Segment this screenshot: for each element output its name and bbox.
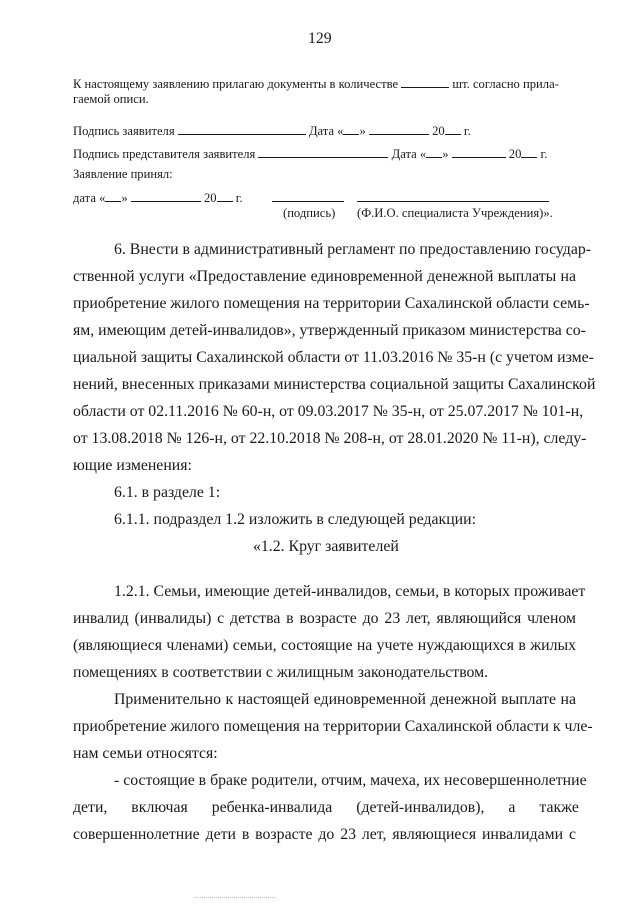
paragraph-line: - состоящие в браке родители, отчим, мачеха, их несовершеннолетние <box>114 772 587 789</box>
paragraph-line: области от 02.11.2016 № 60-н, от 09.03.2017 № 35-н, от 25.07.2017 № 101-н, <box>73 403 584 420</box>
footer-dotted-mark <box>195 897 275 898</box>
date-mid: » <box>121 191 128 205</box>
paragraph-line: инвалид (инвалиды) с детства в возрасте до 23 лет, являющийся членом <box>73 610 576 627</box>
year-field[interactable] <box>521 145 537 158</box>
year-prefix: 20 <box>203 191 217 205</box>
received-label: Заявление принял: <box>73 167 173 181</box>
paragraph-line: помещениях в соответствии с жилищным законодательством. <box>73 664 489 681</box>
attachment-line <box>73 75 559 92</box>
paragraph-line: 1.2.1. Семьи, имеющие детей-инвалидов, семьи, в которых проживает <box>114 583 586 600</box>
fio-caption: (Ф.И.О. специалиста Учреждения)». <box>357 206 553 220</box>
representative-signature-label: Подпись представителя заявителя <box>73 147 256 161</box>
representative-signature-field[interactable] <box>258 145 388 158</box>
received-date-row <box>73 189 243 206</box>
applicant-signature-label: Подпись заявителя <box>73 124 175 138</box>
specialist-signature-field[interactable] <box>272 201 344 202</box>
attachment-text-end: шт. согласно прила- <box>452 77 559 91</box>
signature-caption: (подпись) <box>283 206 336 220</box>
subsection-heading: «1.2. Круг заявителей <box>253 538 399 555</box>
month-field[interactable] <box>452 145 506 158</box>
date-mid: » <box>442 147 449 161</box>
paragraph-line: от 13.08.2018 № 126-н, от 22.10.2018 № 208-н, от 28.01.2020 № 11-н), следу- <box>73 430 587 447</box>
month-field[interactable] <box>131 189 201 202</box>
applicant-signature-field[interactable] <box>178 122 306 135</box>
date-lower-label: дата « <box>73 191 106 205</box>
year-prefix: 20 <box>508 147 522 161</box>
representative-signature-row <box>73 145 547 162</box>
date-label: Дата « <box>391 147 427 161</box>
paragraph-line: нений, внесенных приказами министерства социальной защиты Сахалинской <box>73 376 596 393</box>
paragraph-line: циальной защиты Сахалинской области от 11.03.2016 № 35-н (с учетом изме- <box>73 349 594 366</box>
paragraph-line: 6. Внести в административный регламент по предоставлению государ- <box>114 241 592 258</box>
paragraph-line: ственной услуги «Предоставление единовременной денежной выплаты на <box>73 268 576 285</box>
specialist-name-field[interactable] <box>357 201 549 202</box>
paragraph-line: совершеннолетние дети в возрасте до 23 лет, являющиеся инвалидами с <box>73 826 576 843</box>
document-count-field[interactable] <box>401 75 449 88</box>
day-field[interactable] <box>105 189 121 202</box>
year-suffix: г. <box>235 191 243 205</box>
date-mid: » <box>359 124 366 138</box>
year-field[interactable] <box>217 189 233 202</box>
day-field[interactable] <box>426 145 442 158</box>
date-label: Дата « <box>308 124 344 138</box>
attachment-text-start: К настоящему заявлению прилагаю документы в количестве <box>73 77 399 91</box>
paragraph-line: нам семьи относятся: <box>73 745 218 762</box>
paragraph-line: (являющиеся членами) семьи, состоящие на учете нуждающихся в жилых <box>73 637 576 654</box>
section-item: 6.1. в разделе 1: <box>114 484 221 501</box>
paragraph-line: ям, имеющим детей-инвалидов», утвержденный приказом министерства со- <box>73 322 586 339</box>
year-suffix: г. <box>463 124 471 138</box>
subsection-item: 6.1.1. подраздел 1.2 изложить в следующей редакции: <box>114 511 476 528</box>
month-field[interactable] <box>369 122 429 135</box>
paragraph-line: дети, включая ребенка-инвалида (детей-инвалидов), а также <box>73 799 579 816</box>
year-field[interactable] <box>445 122 461 135</box>
year-suffix: г. <box>540 147 548 161</box>
attachment-line-continued: гаемой описи. <box>73 92 149 106</box>
paragraph-line: Применительно к настоящей единовременной денежной выплате на <box>114 691 576 708</box>
paragraph-line: приобретение жилого помещения на территории Сахалинской области к чле- <box>73 718 593 735</box>
day-field[interactable] <box>343 122 359 135</box>
applicant-signature-row <box>73 122 471 139</box>
page-number: 129 <box>308 30 332 47</box>
year-prefix: 20 <box>432 124 445 138</box>
paragraph-line: ющие изменения: <box>73 457 192 474</box>
paragraph-line: приобретение жилого помещения на территории Сахалинской области семь- <box>73 295 590 312</box>
